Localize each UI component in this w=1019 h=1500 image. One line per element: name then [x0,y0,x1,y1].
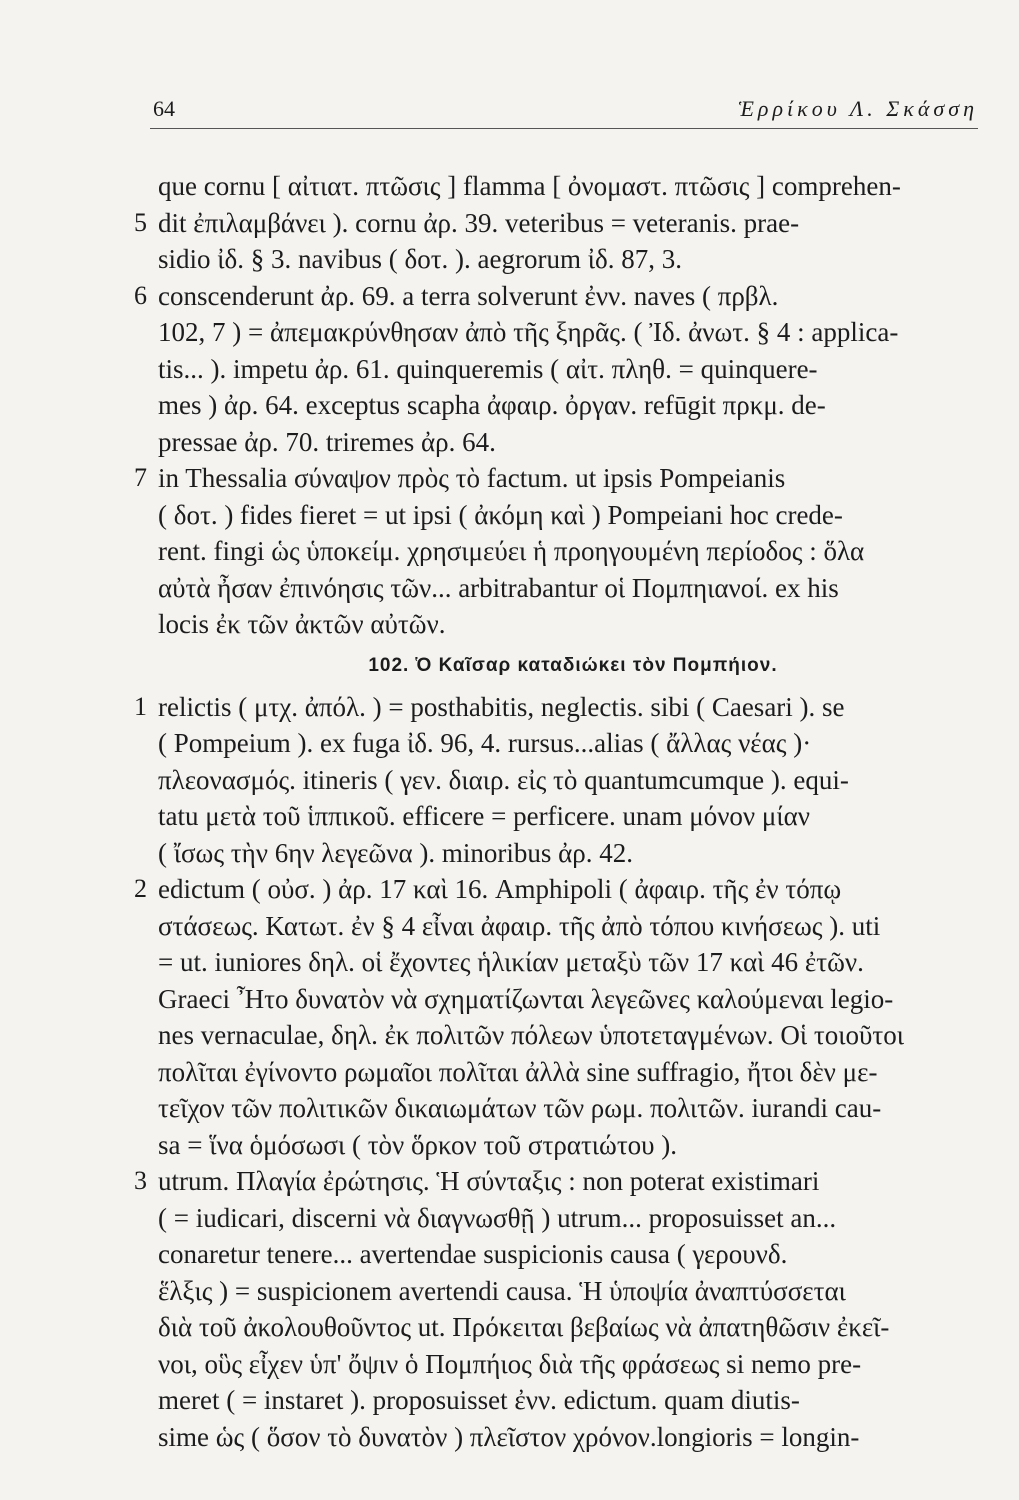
line-text: 102, 7 ) = ἀπεμακρύνθησαν ἀπὸ τῆς ξηρᾶς. ( Ἰδ. ἀνωτ. § 4 : applica- [158,317,899,347]
text-line [158,168,988,205]
line-text: ( Pompeium ). ex fuga ἰδ. 96, 4. rursus...alias ( ἄλλας νέας )· [158,728,812,758]
page-number: 64 [153,96,175,121]
running-title: Ἑρρίκου Λ. Σκάσση [738,96,978,121]
line-text: utrum. Πλαγία ἐρώτησις. Ἡ σύνταξις : non poterat existimari [158,1166,820,1196]
line-text: νοι, οὓς εἶχεν ὑπ' ὄψιν ὁ Πομπήιος διὰ τῆς φράσεως si nemo pre- [158,1348,862,1379]
text-line [158,908,988,945]
text-line [158,1273,988,1310]
text-line [158,570,988,607]
line-text: locis ἐκ τῶν ἀκτῶν αὐτῶν. [158,609,446,639]
text-line [158,1127,988,1164]
text-line [158,533,988,570]
line-text: στάσεως. Κατωτ. ἐν § 4 εἶναι ἀφαιρ. τῆς ἀπὸ τόπου κινήσεως ). uti [158,910,881,941]
text-line [158,981,988,1018]
line-text: πλεονασμός. itineris ( γεν. διαιρ. εἰς τὸ quantumcumque ). equi- [158,764,849,795]
line-text: αὐτὰ ἦσαν ἐπινόησις τῶν... arbitrabantur οἱ Πομπηιανοί. ex his [158,572,839,603]
text-line [134,689,988,726]
line-text: meret ( = instaret ). proposuisset ἐνν. edictum. quam diutis- [158,1385,800,1415]
line-text: conscenderunt ἀρ. 69. a terra solverunt ἐνν. naves ( πρβλ. [158,280,779,311]
line-number: 5 [134,207,147,237]
line-text: in Thessalia σύναψον πρὸς τὸ factum. ut ipsis Pompeianis [158,463,786,493]
text-line [158,606,988,643]
text-line [134,871,988,908]
text-line [134,278,988,315]
text-line [158,1090,988,1127]
line-text: sa = ἵνα ὁμόσωσι ( τὸν ὅρκον τοῦ στρατιώτου ). [158,1129,678,1160]
section-heading: 102. Ὁ Καῖσαρ καταδιώκει τὸν Πομπήιον. [368,654,778,676]
text-line [158,762,988,799]
line-number: 6 [134,280,147,310]
text-line [158,241,988,278]
line-text: διὰ τοῦ ἀκολουθοῦντος ut. Πρόκειται βεβαίως νὰ ἀπατηθῶσιν ἐκεῖ- [158,1312,890,1342]
text-line [158,1309,988,1346]
line-text: tis... ). impetu ἀρ. 61. quinqueremis ( αἰτ. πληθ. = quinquere- [158,353,818,384]
text-line [158,1017,988,1054]
text-line [158,1419,988,1456]
line-number: 2 [134,874,147,903]
line-text: = ut. iuniores δηλ. οἱ ἔχοντες ἡλικίαν μεταξὺ τῶν 17 καὶ 46 ἐτῶν. [158,947,864,977]
line-text: tatu μετὰ τοῦ ἱππικοῦ. efficere = perficere. unam μόνον μίαν [158,801,810,831]
line-text: ἕλξις ) = suspicionem avertendi causa. Ἡ ὑποψία ἀναπτύσσεται [158,1275,846,1306]
text-line [158,798,988,835]
line-text: Graeci Ἦτο δυνατὸν νὰ σχηματίζωνται λεγεῶνες καλούμεναι legio- [158,983,894,1014]
line-number: 7 [134,463,147,492]
text-line [158,1236,988,1273]
text-line [158,725,988,762]
line-text: que cornu [ αἰτιατ. πτῶσις ] flamma [ ὀνομαστ. πτῶσις ] comprehen- [158,171,901,201]
page-header [150,94,978,129]
text-line [158,387,988,424]
text-line [158,1054,988,1091]
line-text: ( δοτ. ) fides fieret = ut ipsi ( ἀκόμη καὶ ) Pompeiani hoc crede- [158,499,843,530]
text-line [158,944,988,981]
line-text: rent. fingi ὡς ὑποκείμ. χρησιμεύει ἡ προηγουμένη περίοδος : ὅλα [158,536,865,566]
text-line [134,205,988,242]
text-line [134,1163,988,1200]
line-text: edictum ( οὐσ. ) ἀρ. 17 καὶ 16. Amphipoli ( ἀφαιρ. τῆς ἐν τόπῳ [158,874,842,904]
line-text: ( ἴσως τὴν 6ην λεγεῶνα ). minoribus ἀρ. 42. [158,837,634,868]
text-line [158,424,988,461]
line-text: relictis ( μτχ. ἀπόλ. ) = posthabitis, neglectis. sibi ( Caesari ). se [158,691,845,722]
text-line [158,1382,988,1419]
text-line [134,460,988,497]
text-line [158,351,988,388]
line-number: 3 [134,1166,147,1195]
line-number: 1 [134,691,147,721]
commentary-text [134,168,988,1455]
text-line [158,314,988,351]
line-text: ( = iudicari, discerni νὰ διαγνωσθῇ ) utrum... proposuisset an... [158,1202,837,1233]
line-text: pressae ἀρ. 70. triremes ἀρ. 64. [158,426,496,457]
text-line [158,1200,988,1237]
line-text: dit ἐπιλαμβάνει ). cornu ἀρ. 39. veteribus = veteranis. prae- [158,207,800,238]
line-text: conaretur tenere... avertendae suspicionis causa ( γερουνδ. [158,1239,788,1269]
line-text: πολῖται ἐγίνοντο ρωμαῖοι πολῖται ἀλλὰ sine suffragio, ἤτοι δὲν με- [158,1056,878,1087]
text-line [158,835,988,872]
line-text: τεῖχον τῶν πολιτικῶν δικαιωμάτων τῶν ρωμ. πολιτῶν. iurandi cau- [158,1093,882,1123]
line-text: sime ὡς ( ὅσον τὸ δυνατὸν ) πλεῖστον χρόνον.longioris = longin- [158,1421,860,1452]
line-text: nes vernaculae, δηλ. ἐκ πολιτῶν πόλεων ὑποτεταγμένων. Οἱ τοιοῦτοι [158,1020,905,1050]
text-line [158,1346,988,1383]
text-line [158,497,988,534]
line-text: mes ) ἀρ. 64. exceptus scapha ἀφαιρ. ὀργαν. refūgit πρκμ. de- [158,390,826,420]
line-text: sidio ἰδ. § 3. navibus ( δοτ. ). aegrorum ἰδ. 87, 3. [158,244,682,274]
